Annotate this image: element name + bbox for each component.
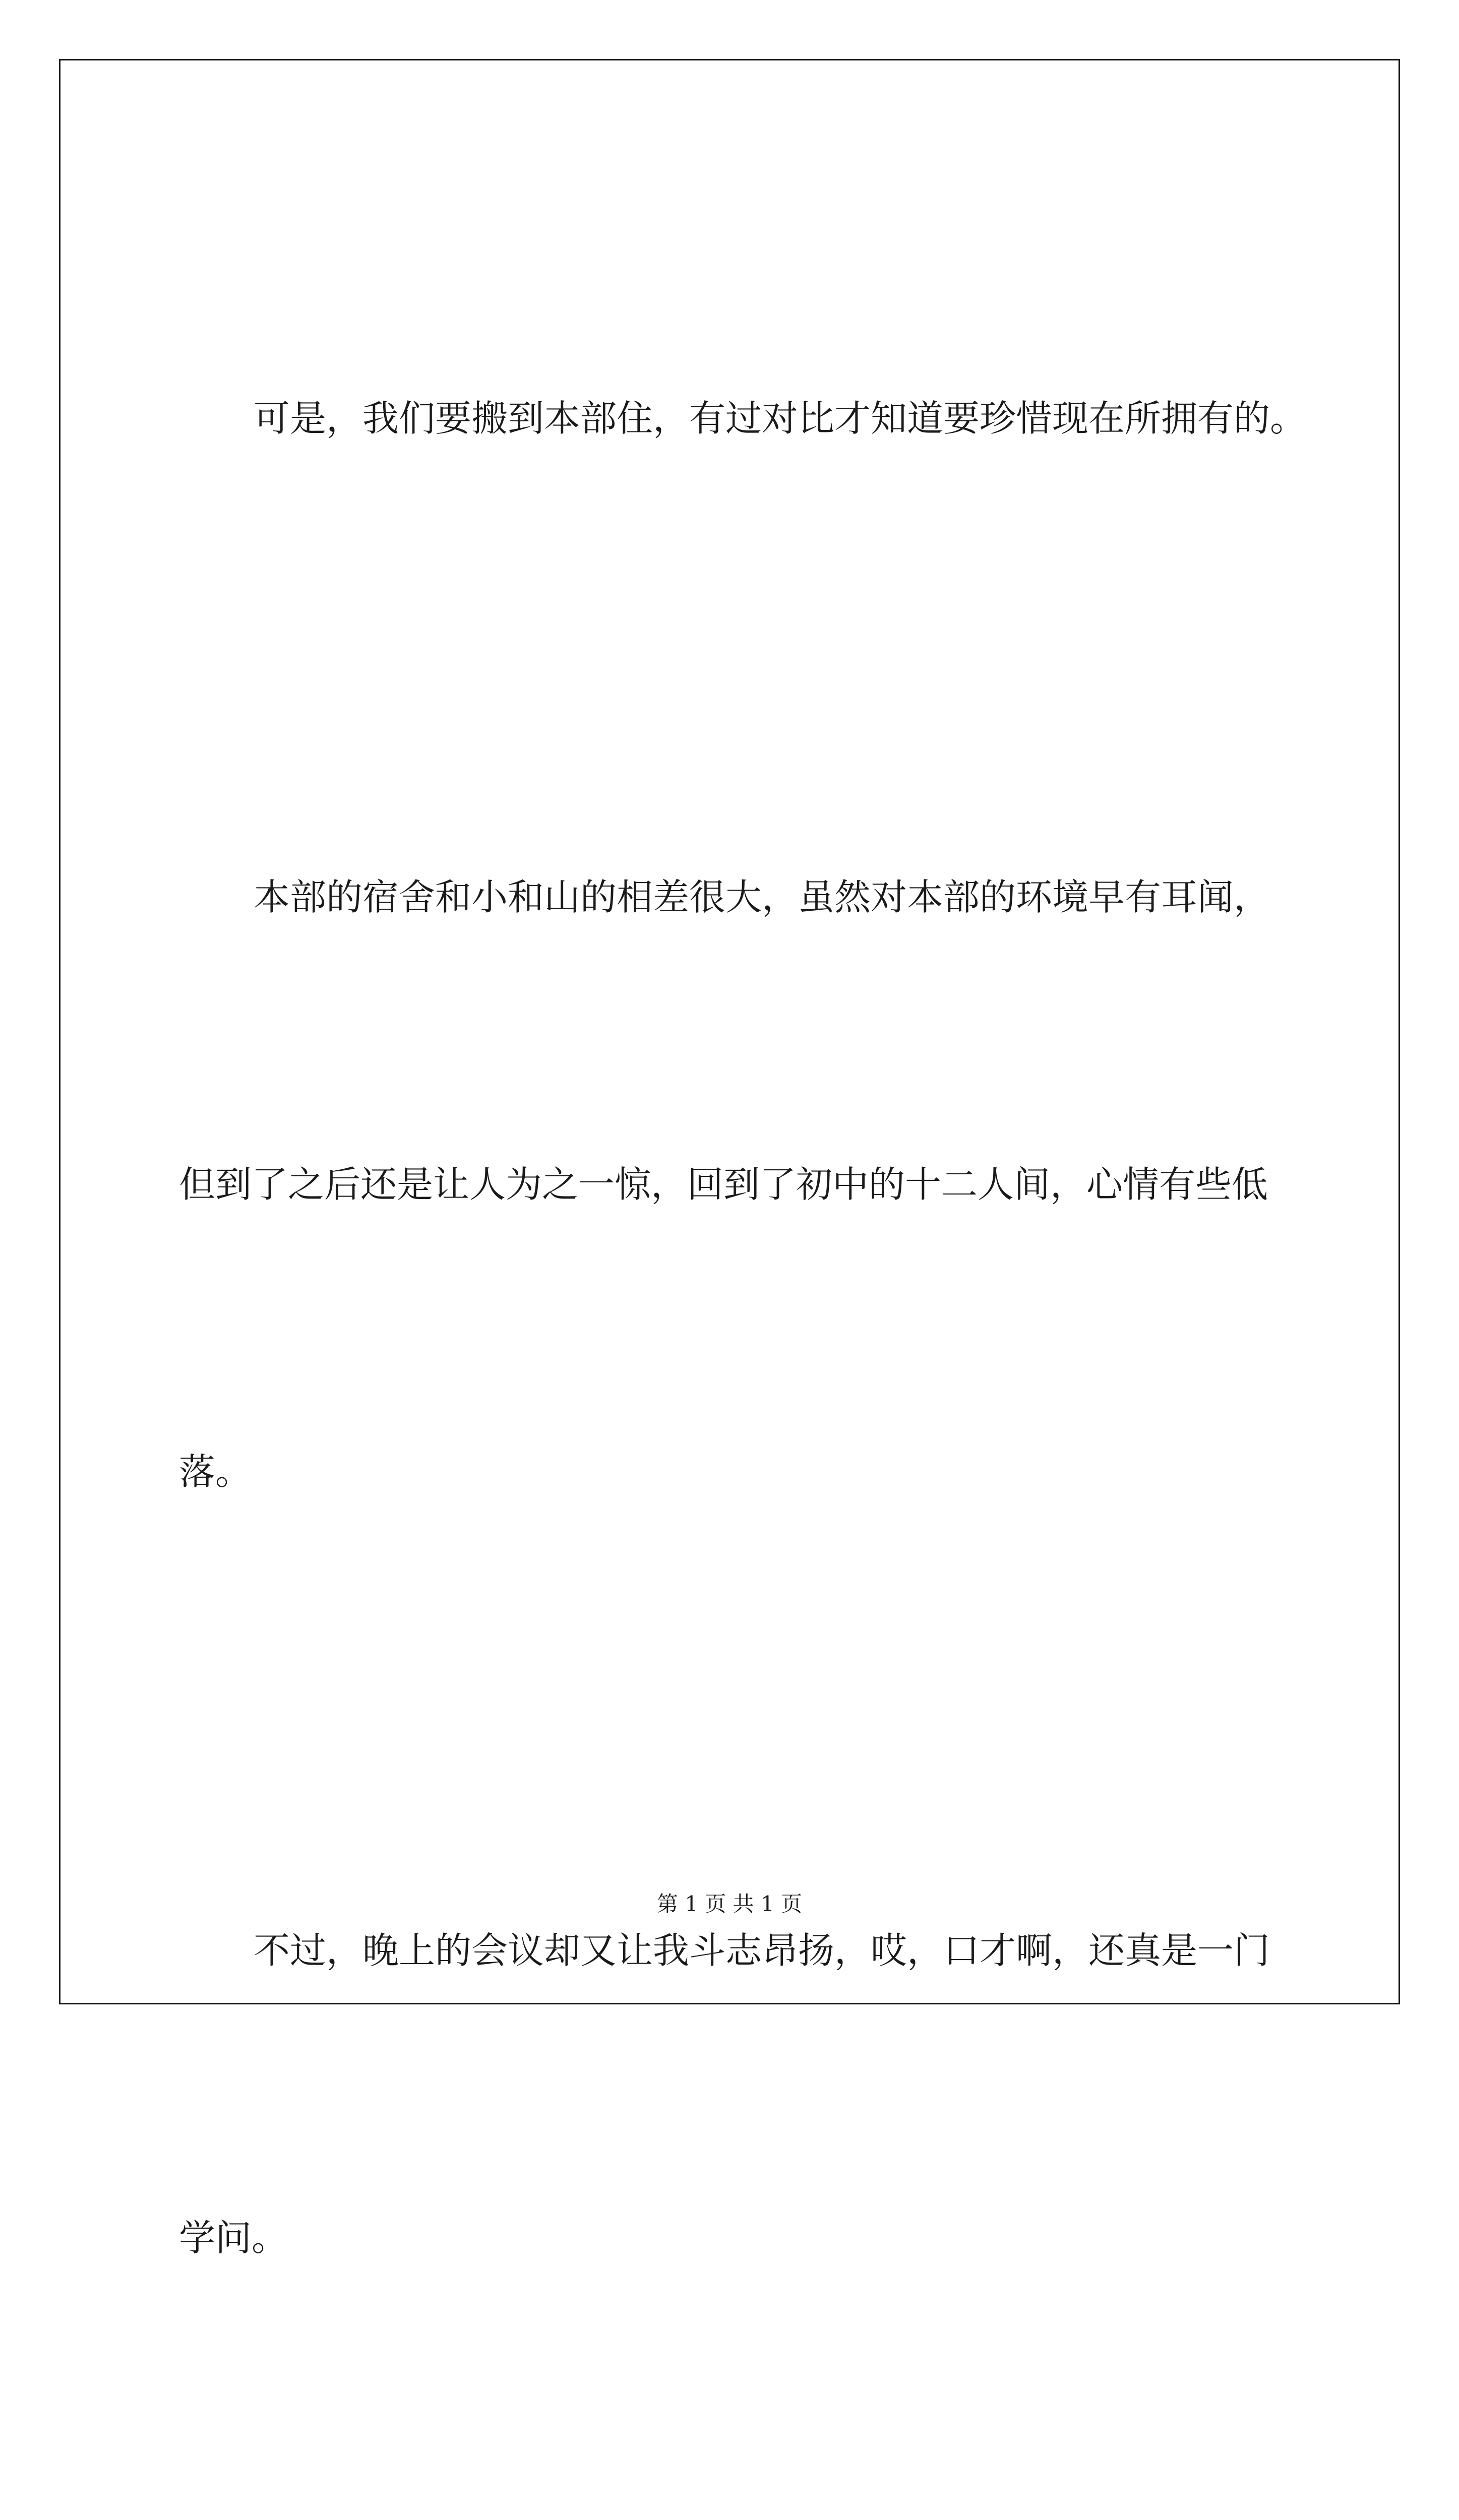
paragraph [179, 2477, 1288, 2520]
text-line: 本部的宿舍和小和山的相差很大，虽然对本部的环境早有耳闻， [254, 876, 1270, 918]
paragraph [179, 179, 1307, 658]
text-line: 但到了之后还是让人为之一惊，回到了初中的十二人间，心情有些低 [179, 1163, 1268, 1206]
text-line: 落。 [179, 1451, 252, 1493]
paragraph [179, 1711, 1288, 2477]
page-number-footer: 第 1 页 共 1 页 [656, 1892, 803, 1916]
text-line: 可是，我们要搬到本部住，有过对比才知道要珍惜现在所拥有的。 [254, 397, 1307, 439]
document-body [179, 179, 1307, 2520]
paragraph [179, 658, 1288, 1711]
text-line: 不过，晚上的会议却又让我斗志昂扬，哎，口才啊，还真是一门 [254, 1929, 1270, 1972]
text-line: 学问。 [179, 2217, 288, 2259]
